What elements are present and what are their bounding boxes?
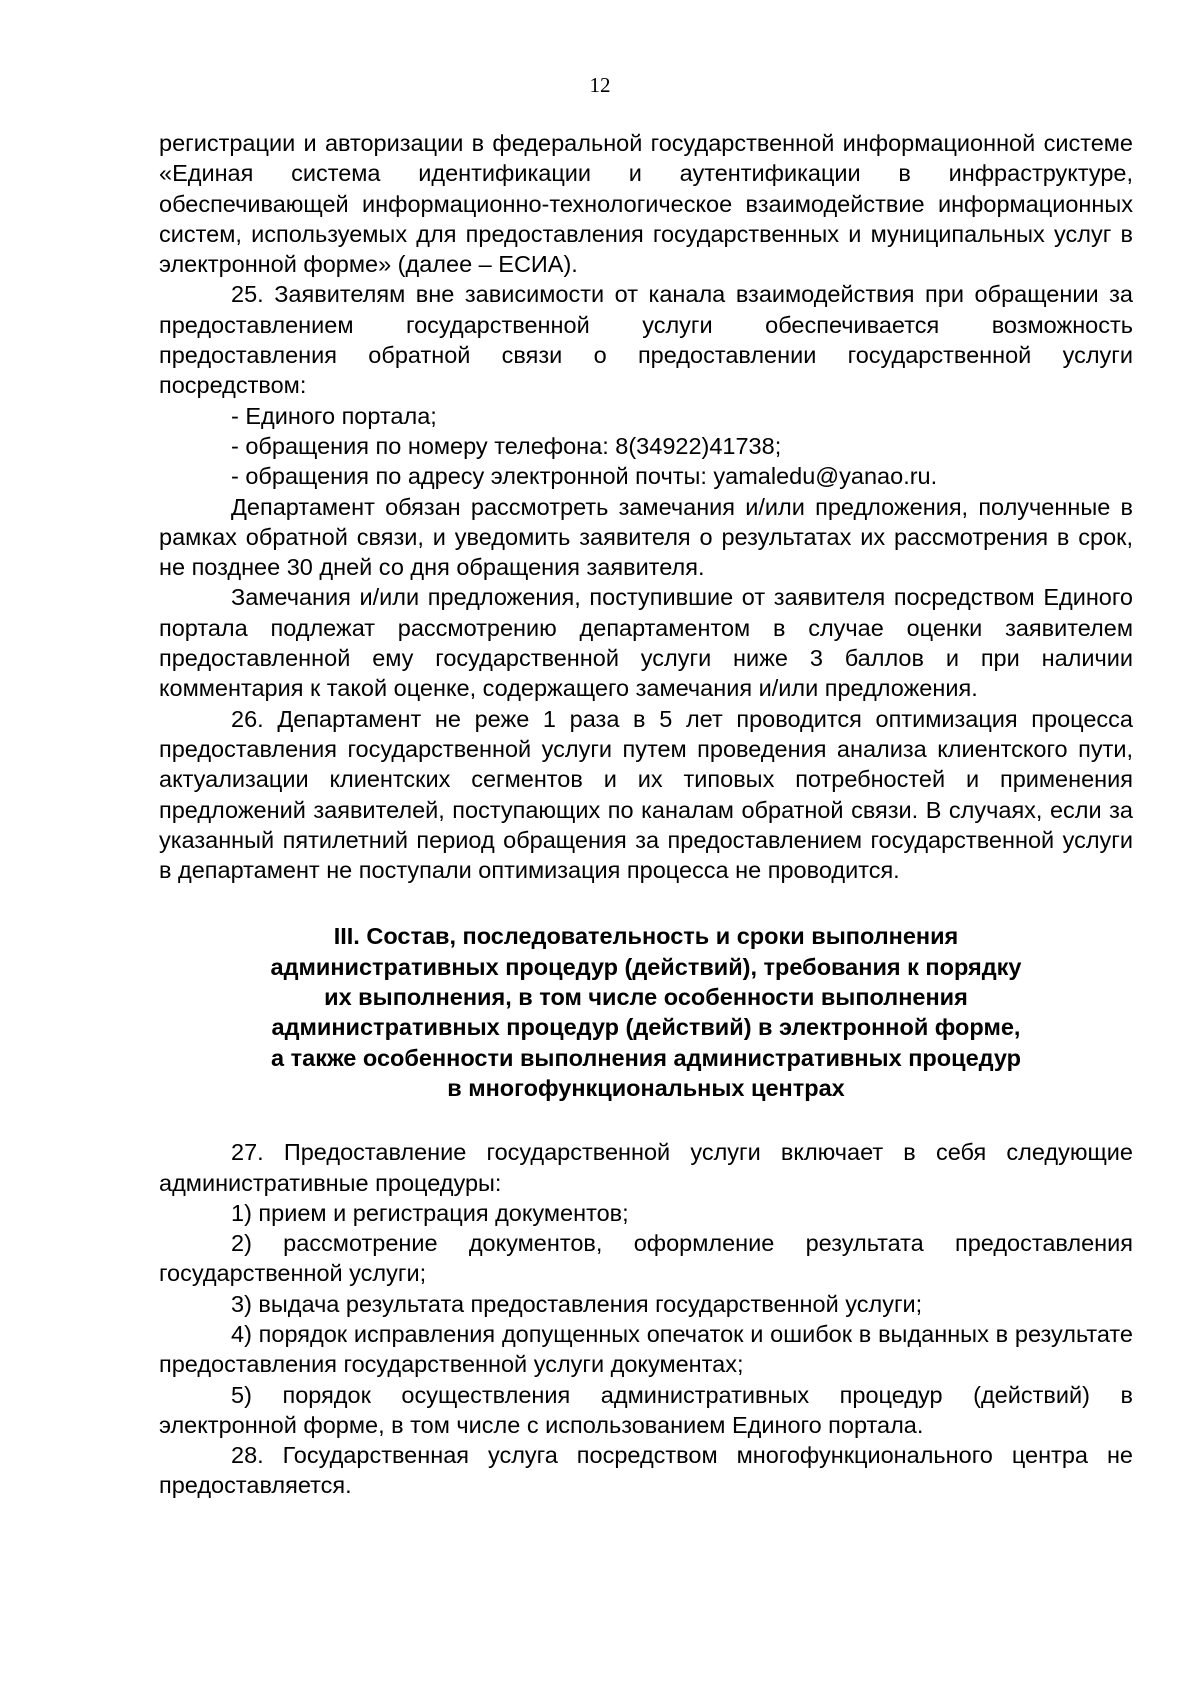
section-heading-line: а также особенности выполнения административных процедур <box>271 1044 1021 1071</box>
document-body <box>159 128 1133 1501</box>
page-number: 12 <box>589 73 611 97</box>
section-heading-line: в многофункциональных центрах <box>447 1074 845 1101</box>
section-heading <box>159 921 1133 1103</box>
list-item: - Единого портала; <box>231 402 437 429</box>
paragraph: 28. Государственная услуга посредством многофункционального центра не предоставляется. <box>159 1442 1133 1499</box>
paragraph: Департамент обязан рассмотреть замечания и/или предложения, полученные в рамках обратной связи, и уведомить заявителя о результатах их рассмотрения в срок, не позднее 30 дней со дня обращения заявителя. <box>159 493 1133 581</box>
section-heading-line: их выполнения, в том числе особенности выполнения <box>324 984 968 1011</box>
list-item: 5) порядок осуществления административных процедур (действий) в электронной форме, в том числе с использованием Единого портала. <box>159 1381 1133 1438</box>
paragraph: 26. Департамент не реже 1 раза в 5 лет проводится оптимизация процесса предоставления государственной услуги путем проведения анализа клиентского пути, актуализации клиентских сегментов и их типовых потребностей и применения предложений заявителей, поступающих по каналам обратной связи. В случаях, если за указанный пятилетний период обращения за предоставлением государственной услуги в департамент не поступали оптимизация процесса не проводится. <box>159 705 1133 884</box>
list-item: 3) выдача результата предоставления государственной услуги; <box>231 1290 923 1317</box>
paragraph: 27. Предоставление государственной услуги включает в себя следующие административные процедуры: <box>159 1139 1133 1196</box>
section-heading-line: административных процедур (действий), требования к порядку <box>270 953 1022 980</box>
paragraph: Замечания и/или предложения, поступившие от заявителя посредством Единого портала подлежат рассмотрению департаментом в случае оценки заявителем предоставленной ему государственной услуги ниже 3 баллов и при наличии комментария к такой оценке, содержащего замечания и/или предложения. <box>159 584 1133 702</box>
section-heading-line: административных процедур (действий) в электронной форме, <box>271 1014 1021 1041</box>
paragraph: регистрации и авторизации в федеральной государственной информационной системе «Единая система идентификации и аутентификации в инфраструктуре, обеспечивающей информационно-технологическое взаимодействие информационных систем, используемых для предоставления государственных и муниципальных услуг в электронной форме» (далее – ЕСИА). <box>159 130 1133 278</box>
paragraph: 25. Заявителям вне зависимости от канала взаимодействия при обращении за предоставлением государственной услуги обеспечивается возможность предоставления обратной связи о предоставлении государственной услуги посредством: <box>159 281 1133 399</box>
list-item: - обращения по номеру телефона: 8(34922)41738; <box>231 432 782 459</box>
list-item: - обращения по адресу электронной почты: yamaledu@yanao.ru. <box>231 463 938 490</box>
section-heading-line: III. Состав, последовательность и сроки выполнения <box>333 923 959 950</box>
paragraphs-bottom <box>159 1137 1133 1501</box>
list-item: 1) прием и регистрация документов; <box>231 1199 629 1226</box>
paragraphs-top <box>159 128 1133 885</box>
list-item: 4) порядок исправления допущенных опечаток и ошибок в выданных в результате предоставления государственной услуги документах; <box>159 1320 1133 1378</box>
list-item: 2) рассмотрение документов, оформление результата предоставления государственной услуги; <box>159 1230 1133 1287</box>
